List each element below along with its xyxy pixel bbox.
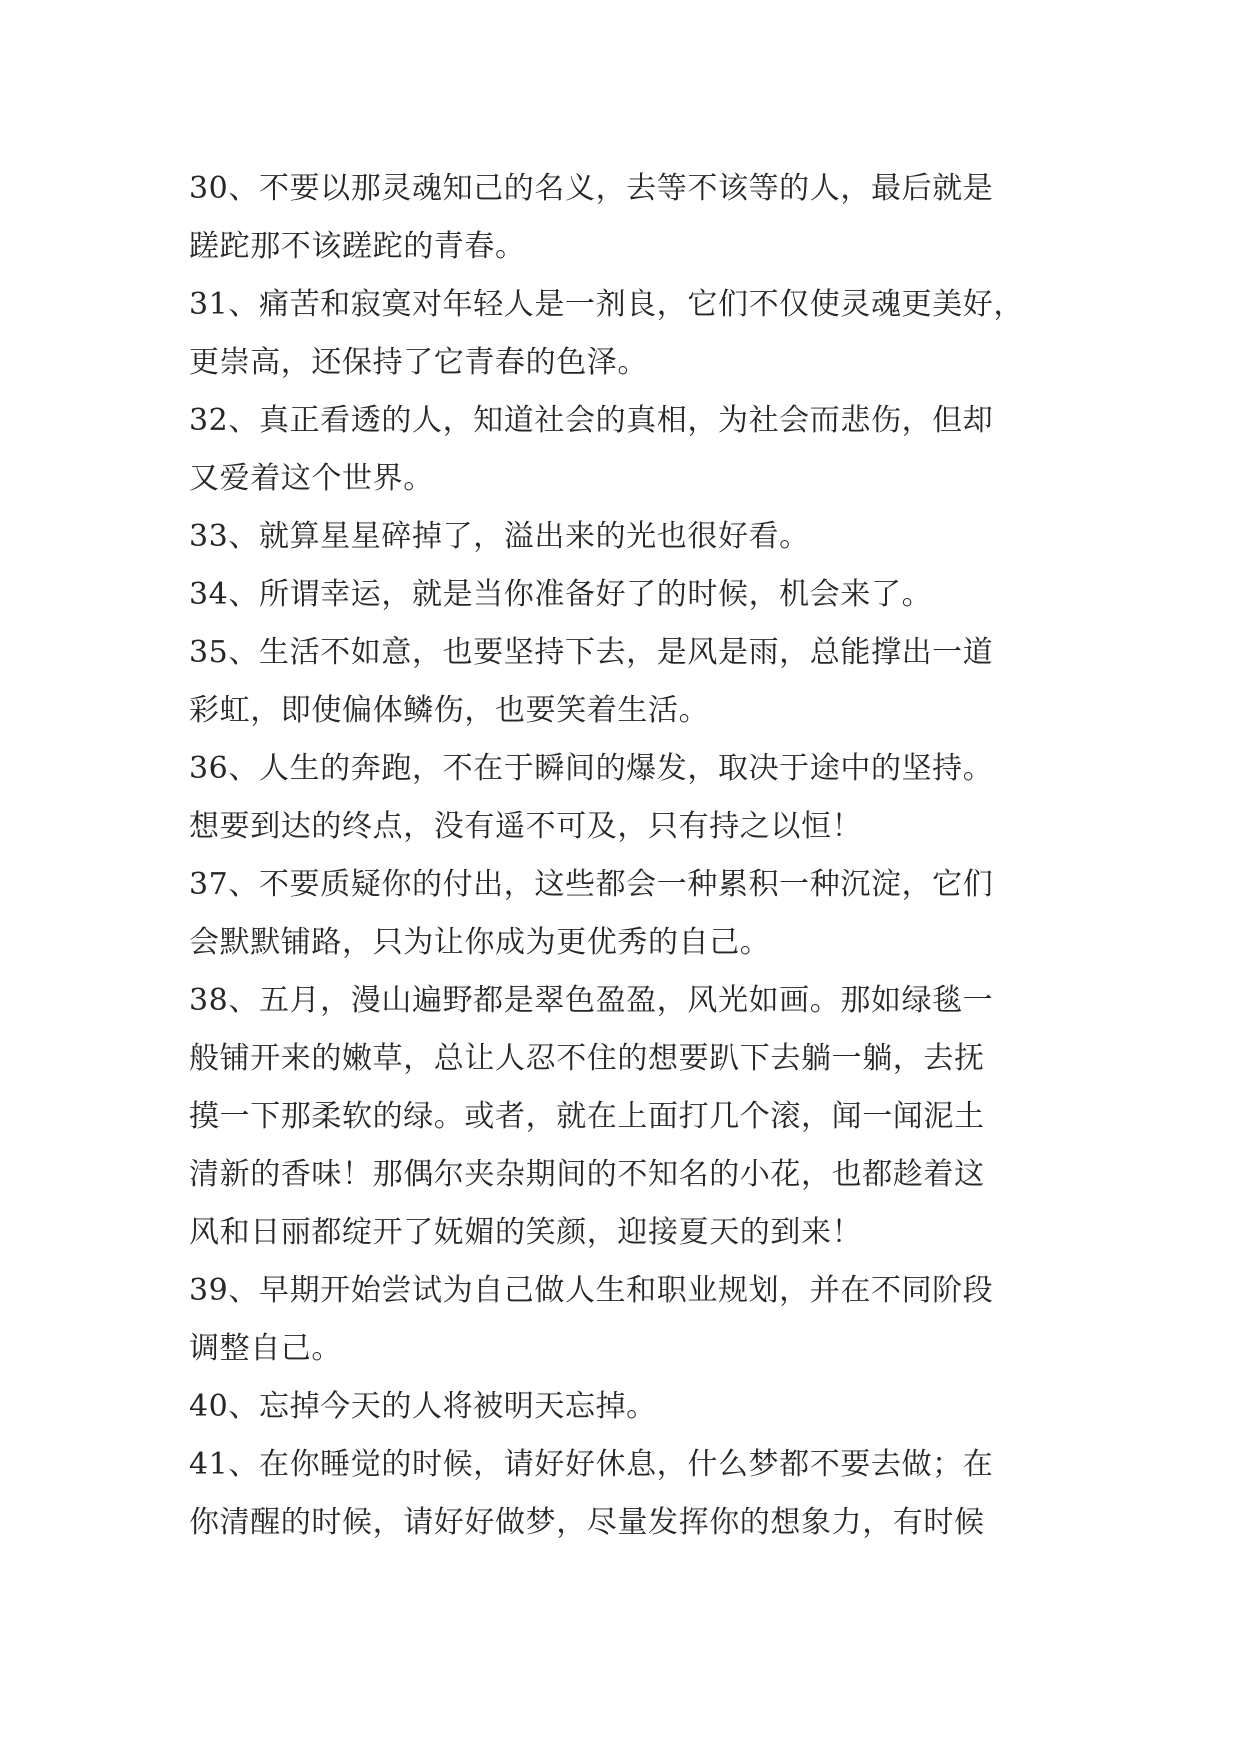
text-line: 35、生活不如意，也要坚持下去，是风是雨，总能撑出一道 <box>189 635 994 670</box>
text-line: 想要到达的终点，没有遥不可及，只有持之以恒！ <box>189 809 863 844</box>
text-line: 蹉跎那不该蹉跎的青春。 <box>189 229 526 264</box>
text-line: 般铺开来的嫩草，总让人忍不住的想要趴下去躺一躺，去抚 <box>189 1041 985 1076</box>
text-line: 调整自己。 <box>189 1331 342 1366</box>
text-line: 彩虹，即使偏体鳞伤，也要笑着生活。 <box>189 693 710 728</box>
text-line: 会默默铺路，只为让你成为更优秀的自己。 <box>189 925 771 960</box>
text-line: 32、真正看透的人，知道社会的真相，为社会而悲伤，但却 <box>189 403 994 438</box>
text-line: 摸一下那柔软的绿。或者，就在上面打几个滚，闻一闻泥土 <box>189 1099 985 1134</box>
document-body <box>189 160 1069 1552</box>
text-line: 40、忘掉今天的人将被明天忘掉。 <box>189 1389 657 1424</box>
text-line: 更崇高，还保持了它青春的色泽。 <box>189 345 648 380</box>
text-line: 清新的香味！那偶尔夹杂期间的不知名的小花，也都趁着这 <box>189 1157 985 1192</box>
text-line: 33、就算星星碎掉了，溢出来的光也很好看。 <box>189 519 810 554</box>
text-line: 又爱着这个世界。 <box>189 461 434 496</box>
text-line: 风和日丽都绽开了妩媚的笑颜，迎接夏天的到来！ <box>189 1215 863 1250</box>
text-line: 34、所谓幸运，就是当你准备好了的时候，机会来了。 <box>189 577 933 612</box>
text-line: 39、早期开始尝试为自己做人生和职业规划，并在不同阶段 <box>189 1273 994 1308</box>
text-line: 41、在你睡觉的时候，请好好休息，什么梦都不要去做；在 <box>189 1447 994 1482</box>
text-line: 你清醒的时候，请好好做梦，尽量发挥你的想象力，有时候 <box>189 1505 985 1540</box>
text-line: 37、不要质疑你的付出，这些都会一种累积一种沉淀，它们 <box>189 867 994 902</box>
text-line: 36、人生的奔跑，不在于瞬间的爆发，取决于途中的坚持。 <box>189 751 994 786</box>
text-line: 38、五月，漫山遍野都是翠色盈盈，风光如画。那如绿毯一 <box>189 983 994 1018</box>
text-line: 30、不要以那灵魂知己的名义，去等不该等的人，最后就是 <box>189 171 994 206</box>
text-line: 31、痛苦和寂寞对年轻人是一剂良，它们不仅使灵魂更美好， <box>189 287 1024 322</box>
